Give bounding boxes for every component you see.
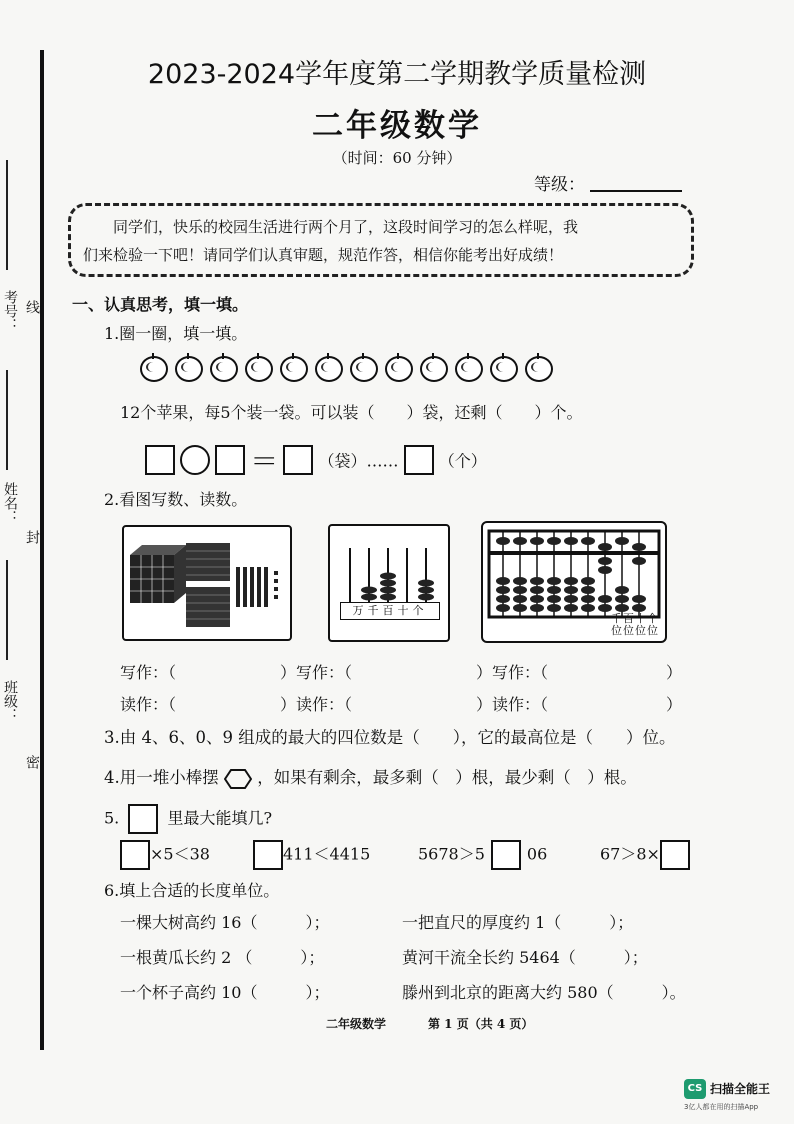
q2-label: 2.看图写数、读数。 <box>104 490 248 509</box>
apple-icon <box>385 356 413 382</box>
answer-box[interactable] <box>120 840 150 870</box>
scanner-name: 扫描全能王 <box>710 1082 771 1096</box>
q6-left-2: 一根黄瓜长约 2 （ ）； <box>120 948 325 967</box>
margin-rule <box>6 160 8 270</box>
q5-item-1 <box>120 840 210 870</box>
margin-label-secret: 密 <box>24 755 40 769</box>
q5-item2-text: 411＜4415 <box>283 844 371 864</box>
scanner-logo: CS <box>684 1079 706 1099</box>
answer-box[interactable] <box>491 840 521 870</box>
exam-title: 2023-2024学年度第二学期教学质量检测 <box>147 59 647 90</box>
base-ten-blocks-image <box>124 527 290 639</box>
write-label-3: ）写作：（ <box>476 663 549 682</box>
margin-label-seal: 封 <box>24 530 40 544</box>
q5-label <box>104 804 272 834</box>
q6-label: 6.填上合适的长度单位。 <box>104 881 280 900</box>
read-label-2: ）读作：（ <box>280 695 353 714</box>
unit-item: （个） <box>438 451 487 471</box>
apple-row <box>140 356 560 386</box>
q4-text-before: 4.用一堆小棒摆 <box>104 768 219 787</box>
answer-box[interactable] <box>215 445 245 475</box>
unit-bag: （袋）…… <box>318 451 399 471</box>
hexagon-icon <box>224 768 252 790</box>
apple-icon <box>140 356 168 382</box>
grade-blank[interactable] <box>590 190 682 192</box>
abacus-place-labels: 千百十个 <box>611 612 659 625</box>
q5-number: 5. <box>104 808 120 828</box>
q5-item1-text: ×5＜38 <box>150 844 210 864</box>
apple-icon <box>350 356 378 382</box>
equals-sign: ＝ <box>250 445 279 478</box>
write-label-2: ）写作：（ <box>280 663 353 682</box>
margin-label-class: 班级： <box>2 680 18 722</box>
q4-row <box>104 764 637 790</box>
q6-right-3: 滕州到北京的距离大约 580（ ）。 <box>402 983 686 1002</box>
apple-icon <box>175 356 203 382</box>
q1-text: 12个苹果，每5个装一袋。可以装（ ）袋，还剩（ ）个。 <box>120 403 583 422</box>
block-picture <box>122 525 292 641</box>
notice-line-2: 们来检验一下吧！请同学们认真审题，规范作答，相信你能考出好成绩！ <box>83 246 564 264</box>
apple-icon <box>525 356 553 382</box>
abacus-picture <box>481 521 667 643</box>
answer-box[interactable] <box>145 445 175 475</box>
scanner-tagline: 3亿人都在用的扫描App <box>684 1103 759 1111</box>
counting-frame-image <box>330 526 448 606</box>
q5-item-2 <box>253 840 370 870</box>
notice-box <box>68 203 694 277</box>
counting-frame-picture <box>328 524 450 642</box>
apple-icon <box>420 356 448 382</box>
footer-page: 第 1 页（共 4 页） <box>428 1017 534 1031</box>
abacus-image <box>483 523 665 619</box>
q6-right-1: 一把直尺的厚度约 1（ ）； <box>402 913 634 932</box>
q6-left-3: 一个杯子高约 10（ ）； <box>120 983 330 1002</box>
q6-left-1: 一棵大树高约 16（ ）； <box>120 913 330 932</box>
counting-frame-labels: 万千百十个 <box>340 602 440 620</box>
margin-rule <box>6 560 8 660</box>
apple-icon <box>455 356 483 382</box>
section-title: 一、认真思考，填一填。 <box>72 295 249 314</box>
binding-line <box>40 50 44 1050</box>
q5-item-3 <box>418 840 547 870</box>
answer-box[interactable] <box>660 840 690 870</box>
apple-icon <box>490 356 518 382</box>
grade-label: 等级： <box>534 175 585 195</box>
exam-time: （时间：60 分钟） <box>332 149 462 167</box>
q5-item3-text-b: 06 <box>526 844 548 864</box>
q3-text: 3.由 4、6、0、9 组成的最大的四位数是（ ），它的最高位是（ ）位。 <box>104 728 676 747</box>
answer-box[interactable] <box>283 445 313 475</box>
margin-label-name: 姓名： <box>2 482 18 524</box>
q6-right-2: 黄河干流全长约 5464（ ）； <box>402 948 648 967</box>
write-label-1: 写作：（ <box>120 663 177 682</box>
apple-icon <box>315 356 343 382</box>
write-label-end: ） <box>666 663 683 682</box>
apple-icon <box>280 356 308 382</box>
subject-title: 二年级数学 <box>312 108 482 144</box>
operator-circle[interactable] <box>180 445 210 475</box>
read-label-3: ）读作：（ <box>476 695 549 714</box>
read-label-1: 读作：（ <box>120 695 177 714</box>
apple-icon <box>210 356 238 382</box>
notice-line-1: 同学们，快乐的校园生活进行两个月了，这段时间学习的怎么样呢，我 <box>113 218 579 236</box>
footer-subject: 二年级数学 <box>326 1017 387 1031</box>
abacus-labels <box>611 613 659 637</box>
answer-box[interactable] <box>404 445 434 475</box>
q5-item3-text-a: 5678＞5 <box>418 844 485 864</box>
q5-item4-text: 67＞8× <box>600 844 660 864</box>
apple-icon <box>245 356 273 382</box>
q5-item-4 <box>600 840 690 870</box>
q1-label: 1.圈一圈，填一填。 <box>104 324 248 343</box>
margin-label-line: 线 <box>24 300 40 314</box>
q1-equation <box>145 440 487 480</box>
answer-box[interactable] <box>253 840 283 870</box>
margin-rule <box>6 370 8 470</box>
answer-box-icon <box>128 804 158 834</box>
q5-text: 里最大能填几? <box>167 808 273 828</box>
q4-text-after: ，如果有剩余，最多剩（ ）根，最少剩（ ）根。 <box>257 768 637 787</box>
read-label-end: ） <box>666 695 683 714</box>
abacus-place-suffix: 位位位位 <box>611 624 659 637</box>
margin-label-id: 考号： <box>2 290 18 332</box>
